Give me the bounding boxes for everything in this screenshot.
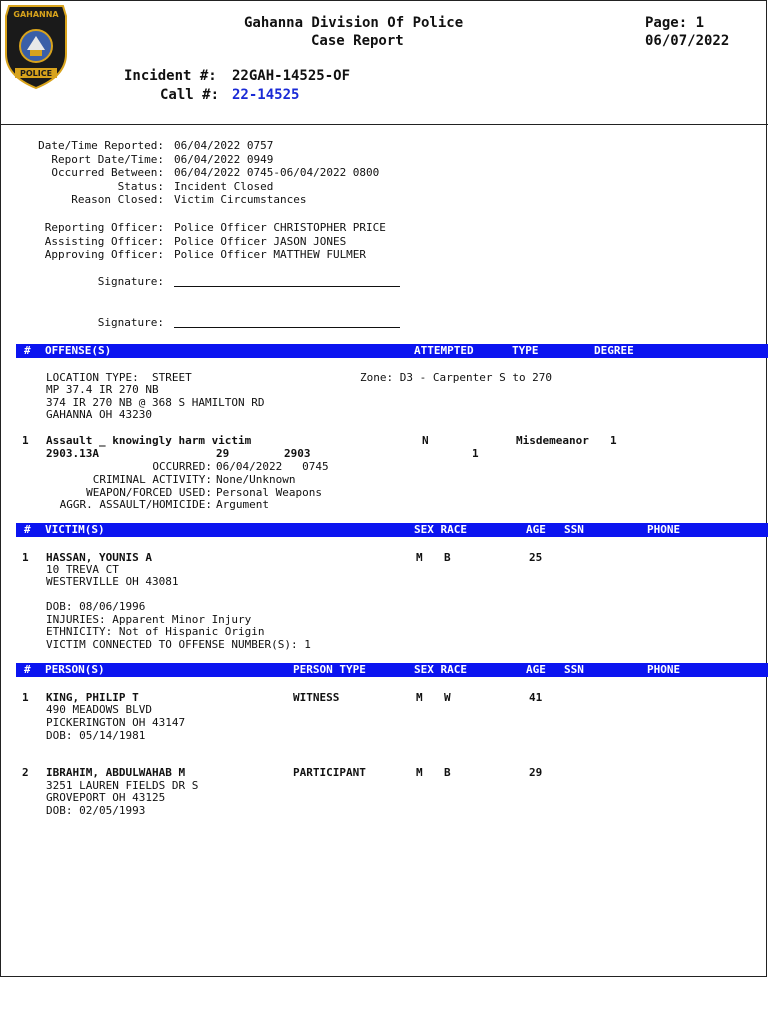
call-label: Call #: bbox=[160, 87, 220, 103]
victim-phone-header: PHONE bbox=[647, 523, 681, 536]
logo-bottom-text: POLICE bbox=[19, 69, 53, 78]
person-sex: M bbox=[416, 766, 423, 779]
person-phone-header: PHONE bbox=[647, 663, 681, 676]
person-dob: DOB: 02/05/1993 bbox=[46, 804, 146, 817]
offense-code-3: 1 bbox=[472, 447, 479, 460]
offense-occurred-value: 06/04/2022 0745 bbox=[216, 460, 329, 473]
person-race: W bbox=[444, 691, 451, 704]
criminal-activity-label: CRIMINAL ACTIVITY: bbox=[92, 473, 212, 486]
victim-age: 25 bbox=[529, 551, 543, 564]
police-badge-logo bbox=[3, 2, 69, 90]
person-type: WITNESS bbox=[293, 691, 340, 704]
person-address-2: GROVEPORT OH 43125 bbox=[46, 791, 166, 804]
victim-ethnicity: ETHNICITY: Not of Hispanic Origin bbox=[46, 625, 265, 638]
victim-sex: M bbox=[416, 551, 423, 564]
person-race: B bbox=[444, 766, 451, 779]
victim-name: HASSAN, YOUNIS A bbox=[46, 551, 152, 564]
victim-ssn-header: SSN bbox=[564, 523, 584, 536]
incident-label: Incident #: bbox=[124, 68, 217, 84]
victim-num-header: # bbox=[24, 523, 31, 536]
offense-code-2: 2903 bbox=[284, 447, 311, 460]
person-address-1: 3251 LAUREN FIELDS DR S bbox=[46, 779, 199, 792]
offense-description: Assault _ knowingly harm victim bbox=[46, 434, 252, 447]
victim-number: 1 bbox=[22, 551, 29, 564]
report-type-title: Case Report bbox=[311, 33, 404, 49]
person-age-header: AGE bbox=[526, 663, 546, 676]
person-section-header bbox=[16, 663, 768, 677]
aggr-assault-label: AGGR. ASSAULT/HOMICIDE: bbox=[59, 498, 212, 511]
victim-dob: DOB: 08/06/1996 bbox=[46, 600, 146, 613]
person-type-header: PERSON TYPE bbox=[293, 663, 366, 676]
victim-sex-race-header: SEX RACE bbox=[414, 523, 467, 536]
offense-occurred-label: OCCURRED: bbox=[152, 460, 212, 473]
reason-closed-value: Victim Circumstances bbox=[174, 193, 307, 206]
weapon-value: Personal Weapons bbox=[216, 486, 322, 499]
status-label: Status: bbox=[117, 180, 164, 193]
agency-title: Gahanna Division Of Police bbox=[244, 15, 464, 31]
attempted-header: ATTEMPTED bbox=[414, 344, 474, 357]
person-number: 2 bbox=[22, 766, 29, 779]
person-sex-race-header: SEX RACE bbox=[414, 663, 467, 676]
approving-officer-value: Police Officer MATTHEW FULMER bbox=[174, 248, 367, 261]
location-zone: Zone: D3 - Carpenter S to 270 bbox=[360, 371, 553, 384]
signature-label-1: Signature: bbox=[97, 275, 164, 288]
offense-header: OFFENSE(S) bbox=[45, 344, 112, 357]
offense-attempted: N bbox=[422, 434, 429, 447]
approving-officer-label: Approving Officer: bbox=[44, 248, 164, 261]
weapon-label: WEAPON/FORCED USED: bbox=[86, 486, 212, 499]
offense-degree: 1 bbox=[610, 434, 617, 447]
degree-header: DEGREE bbox=[594, 344, 634, 357]
assisting-officer-value: Police Officer JASON JONES bbox=[174, 235, 347, 248]
signature-line-1[interactable] bbox=[174, 286, 400, 287]
person-address-2: PICKERINGTON OH 43147 bbox=[46, 716, 186, 729]
offense-num-header: # bbox=[24, 344, 31, 357]
location-type: LOCATION TYPE: STREET bbox=[46, 371, 192, 384]
incident-number: 22GAH-14525-OF bbox=[232, 68, 351, 84]
criminal-activity-value: None/Unknown bbox=[216, 473, 296, 486]
person-header: PERSON(S) bbox=[45, 663, 105, 676]
signature-line-2[interactable] bbox=[174, 327, 400, 328]
person-sex: M bbox=[416, 691, 423, 704]
reporting-officer-value: Police Officer CHRISTOPHER PRICE bbox=[174, 221, 386, 234]
location-line-2: 374 IR 270 NB @ 368 S HAMILTON RD bbox=[46, 396, 265, 409]
victim-header: VICTIM(S) bbox=[45, 523, 105, 536]
logo-top-text: GAHANNA bbox=[13, 10, 59, 19]
victim-race: B bbox=[444, 551, 451, 564]
report-date-label: Report Date/Time: bbox=[51, 153, 164, 166]
report-date-value: 06/04/2022 0949 bbox=[174, 153, 274, 166]
page-number: Page: 1 bbox=[645, 15, 705, 31]
reason-closed-label: Reason Closed: bbox=[71, 193, 164, 206]
person-name: KING, PHILIP T bbox=[46, 691, 139, 704]
occurred-value: 06/04/2022 0745-06/04/2022 0800 bbox=[174, 166, 380, 179]
victim-section-header bbox=[16, 523, 768, 537]
person-num-header: # bbox=[24, 663, 31, 676]
call-number-link[interactable]: 22-14525 bbox=[232, 87, 300, 103]
aggr-assault-value: Argument bbox=[216, 498, 269, 511]
type-header: TYPE bbox=[512, 344, 539, 357]
person-age: 29 bbox=[529, 766, 543, 779]
person-type: PARTICIPANT bbox=[293, 766, 366, 779]
person-dob: DOB: 05/14/1981 bbox=[46, 729, 146, 742]
assisting-officer-label: Assisting Officer: bbox=[44, 235, 164, 248]
victim-connected-offense: VICTIM CONNECTED TO OFFENSE NUMBER(S): 1 bbox=[46, 638, 311, 651]
victim-address-2: WESTERVILLE OH 43081 bbox=[46, 575, 179, 588]
offense-type: Misdemeanor bbox=[516, 434, 589, 447]
offense-code: 2903.13A bbox=[46, 447, 99, 460]
header-divider bbox=[0, 124, 768, 125]
offense-number: 1 bbox=[22, 434, 29, 447]
person-address-1: 490 MEADOWS BLVD bbox=[46, 703, 152, 716]
person-number: 1 bbox=[22, 691, 29, 704]
victim-injuries: INJURIES: Apparent Minor Injury bbox=[46, 613, 252, 626]
date-reported-label: Date/Time Reported: bbox=[38, 139, 164, 152]
victim-age-header: AGE bbox=[526, 523, 546, 536]
victim-address-1: 10 TREVA CT bbox=[46, 563, 119, 576]
person-name: IBRAHIM, ABDULWAHAB M bbox=[46, 766, 186, 779]
status-value: Incident Closed bbox=[174, 180, 274, 193]
occurred-label: Occurred Between: bbox=[51, 166, 164, 179]
report-date: 06/07/2022 bbox=[645, 33, 730, 49]
date-reported-value: 06/04/2022 0757 bbox=[174, 139, 274, 152]
offense-code-1: 29 bbox=[216, 447, 230, 460]
reporting-officer-label: Reporting Officer: bbox=[44, 221, 164, 234]
person-age: 41 bbox=[529, 691, 543, 704]
location-line-1: MP 37.4 IR 270 NB bbox=[46, 383, 159, 396]
signature-label-2: Signature: bbox=[97, 316, 164, 329]
location-line-3: GAHANNA OH 43230 bbox=[46, 408, 152, 421]
offense-section-header bbox=[16, 344, 768, 358]
person-ssn-header: SSN bbox=[564, 663, 584, 676]
